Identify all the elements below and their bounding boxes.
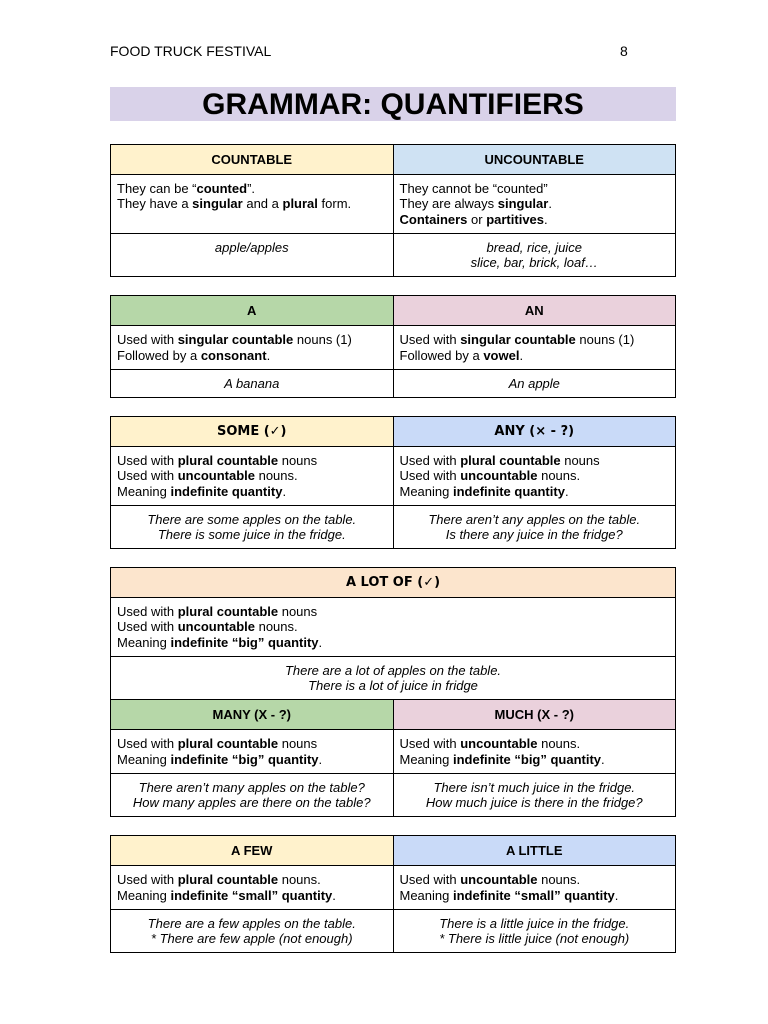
an-example: An apple bbox=[393, 370, 676, 398]
a-an-table bbox=[110, 295, 676, 398]
countable-example: apple/apples bbox=[111, 234, 394, 277]
many-rules: Used with plural countable nouns Meaning indefinite “big” quantity. bbox=[111, 730, 394, 774]
countable-uncountable-table bbox=[110, 144, 676, 277]
a-few-a-little-table bbox=[110, 835, 676, 953]
a-header: A bbox=[111, 296, 394, 326]
some-rules: Used with plural countable nouns Used with uncountable nouns. Meaning indefinite quantity. bbox=[111, 447, 394, 506]
a-little-rules: Used with uncountable nouns. Meaning indefinite “small” quantity. bbox=[393, 866, 676, 910]
many-examples: There aren’t many apples on the table? How many apples are there on the table? bbox=[111, 774, 394, 817]
much-rules: Used with uncountable nouns. Meaning indefinite “big” quantity. bbox=[393, 730, 676, 774]
page-title: GRAMMAR: QUANTIFIERS bbox=[110, 87, 676, 121]
a-lot-of-many-much-table bbox=[110, 567, 676, 817]
running-header-title: FOOD TRUCK FESTIVAL bbox=[110, 43, 272, 59]
a-little-examples: There is a little juice in the fridge. * There is little juice (not enough) bbox=[393, 910, 676, 953]
a-little-header: A LITTLE bbox=[393, 836, 676, 866]
a-rules: Used with singular countable nouns (1) Followed by a consonant. bbox=[111, 326, 394, 370]
a-few-examples: There are a few apples on the table. * There are few apple (not enough) bbox=[111, 910, 394, 953]
an-rules: Used with singular countable nouns (1) Followed by a vowel. bbox=[393, 326, 676, 370]
countable-header: COUNTABLE bbox=[111, 145, 394, 175]
an-header: AN bbox=[393, 296, 676, 326]
a-lot-of-header: A LOT OF (✓) bbox=[111, 568, 676, 598]
a-example: A banana bbox=[111, 370, 394, 398]
much-header: MUCH (X - ?) bbox=[393, 700, 676, 730]
countable-rules: They can be “counted”. They have a singular and a plural form. bbox=[111, 175, 394, 234]
any-header: ANY (× - ?) bbox=[393, 417, 676, 447]
many-header: MANY (X - ?) bbox=[111, 700, 394, 730]
uncountable-rules: They cannot be “counted” They are always singular. Containers or partitives. bbox=[393, 175, 676, 234]
a-few-header: A FEW bbox=[111, 836, 394, 866]
a-lot-of-rules: Used with plural countable nouns Used with uncountable nouns. Meaning indefinite “big” quantity. bbox=[111, 598, 676, 657]
uncountable-example: bread, rice, juice slice, bar, brick, loaf… bbox=[393, 234, 676, 277]
a-few-rules: Used with plural countable nouns. Meaning indefinite “small” quantity. bbox=[111, 866, 394, 910]
uncountable-header: UNCOUNTABLE bbox=[393, 145, 676, 175]
some-any-table bbox=[110, 416, 676, 549]
some-header: SOME (✓) bbox=[111, 417, 394, 447]
any-rules: Used with plural countable nouns Used with uncountable nouns. Meaning indefinite quantity. bbox=[393, 447, 676, 506]
much-examples: There isn’t much juice in the fridge. How much juice is there in the fridge? bbox=[393, 774, 676, 817]
a-lot-of-examples: There are a lot of apples on the table. There is a lot of juice in fridge bbox=[111, 657, 676, 700]
some-examples: There are some apples on the table. There is some juice in the fridge. bbox=[111, 506, 394, 549]
page-number: 8 bbox=[620, 43, 628, 59]
any-examples: There aren’t any apples on the table. Is there any juice in the fridge? bbox=[393, 506, 676, 549]
